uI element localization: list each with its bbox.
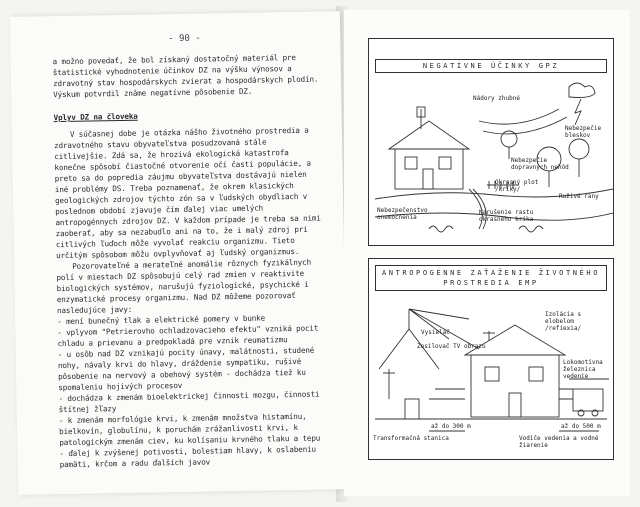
section-heading: Vplyv DZ na človeka <box>53 111 138 123</box>
left-page <box>10 11 348 495</box>
list-item: - k zmenám morfológie krvi, k zmenám množstva histamínu, bielkovín, globulínu, k poruchám zrážanlivosti krvi, k patologickým zmenám ciev, ku kolísaniu krvného tlaku a tepu <box>58 411 321 448</box>
intro-paragraph: a možno povedať, že bol získaný dostatočný materiál pre štatistické vyhodnotenie účinkov DZ na výšku výnosov a zdravotný stav hospodárskych zvierat a hospodárskych plodín. Výskum potvrdil známe negatívne pôsobenie DZ. <box>52 52 319 100</box>
list-item: - u osôb nad DZ vznikajú pocity únavy, malátnosti, studené nohy, návaly krvi do hlavy, dráždenie sympatiku, rušivé pôsobenie na nervový a obehový systém - dochádza tiež ku spomaleniu hojivých procesov <box>57 345 315 393</box>
label-tv-amplifier: Zosilovač TV obrazu <box>417 343 486 350</box>
figure-anthropogenic-load <box>368 258 614 460</box>
label-lightning: Nebezpečie bleskov <box>565 125 602 139</box>
label-growth-disruption: Narušenie rastu okrasného kríka <box>479 209 534 223</box>
paragraph-1: V súčasnej dobe je otázka nášho životného prostredia a zdravotného stavu obyvateľstva posudzovaná stále citlivejšie. Zdá sa, že hrozivá ekologická katastrofa konečne spôsobí čiastočné otvorenie očí časti populácie, a preto sa do popredia záujmu obyvateľstva dostávajú nielen iné problémy DS. Treba poznamenať, že okrem klasických geologických zdrojov týchto zón sa v ľudských obydliach v poslednom období zjavuje čím ďalej viac umelých antropogénnych zdrojov DZ. V každom prípade je treba sa nimi zaoberať, aby sa nezabudlo ani na to, že i malý zdroj pri citlivých ľuďoch môže vyvolať reakciu organizmu. Tieto určitým spôsobom môžu ovplyvňovať aj ľudský organizmus. <box>54 125 321 261</box>
label-illness: Nebezpečenstvo onemocnenia <box>377 207 428 221</box>
paragraph-2: Pozorovateľné a merateľné anomálie rôznych fyzikálnych polí v miestach DZ spôsobujú celý rad zmien v reaktivite biologických systémov, narušujú fyziologické, psychické i enzymatické procesy organizmu. Nad DZ môžeme pozorovať nasledujúce javy: <box>56 257 312 316</box>
left-page-number: - 90 - <box>168 33 201 45</box>
list-item: - mení bunečný tlak a elektrické pomery v bunke <box>57 313 266 327</box>
label-lines: Vodiče vedenia a vodné žiarenie <box>519 435 599 449</box>
label-trees: Ruživé rany <box>559 193 599 200</box>
list-item: - vplyvom "Petrierovho ochladzovacieho efektu" vzniká pocit chladu a prievanu a predpokladá pre vznik reumatizmu <box>57 323 319 349</box>
label-fence: Okrasný plot /kríky/ <box>495 179 539 193</box>
label-distance-1: až do 300 m <box>431 423 471 430</box>
figure-2-title: ANTROPOGÉNNE ZAŤAŽENIE ŽIVOTNÉHO PROSTREDIA EMP <box>375 265 607 291</box>
label-traffic-danger: Nebezpečie dopravných nehôd <box>511 157 569 171</box>
figure-negative-effects <box>368 38 614 246</box>
label-transmitter: Vysielač <box>421 329 450 336</box>
label-tumors: Nádory zhubné <box>473 95 520 102</box>
label-distance-2: až do 500 m <box>561 423 601 430</box>
figure-1-title: NEGATÍVNE ÚČINKY GPZ <box>375 59 607 73</box>
list-item: - ďalej k zvýšenej potivosti, bolestiam hlavy, k oslabeniu pamäti, krčom a radu ďalších javov <box>59 444 316 470</box>
list-item: - dochádza k zmenám bioelektrickej činnosti mozgu, činnosti štítnej žľazy <box>58 389 320 415</box>
effects-list <box>57 311 328 470</box>
label-transformer: Transformačná stanica <box>373 435 449 442</box>
left-page-body <box>53 51 328 470</box>
label-isolation: Izolácia s elobelom /refiexia/ <box>545 311 582 332</box>
right-page <box>344 10 630 496</box>
label-railway: Lokomotívna železnica vedenie <box>563 359 603 380</box>
